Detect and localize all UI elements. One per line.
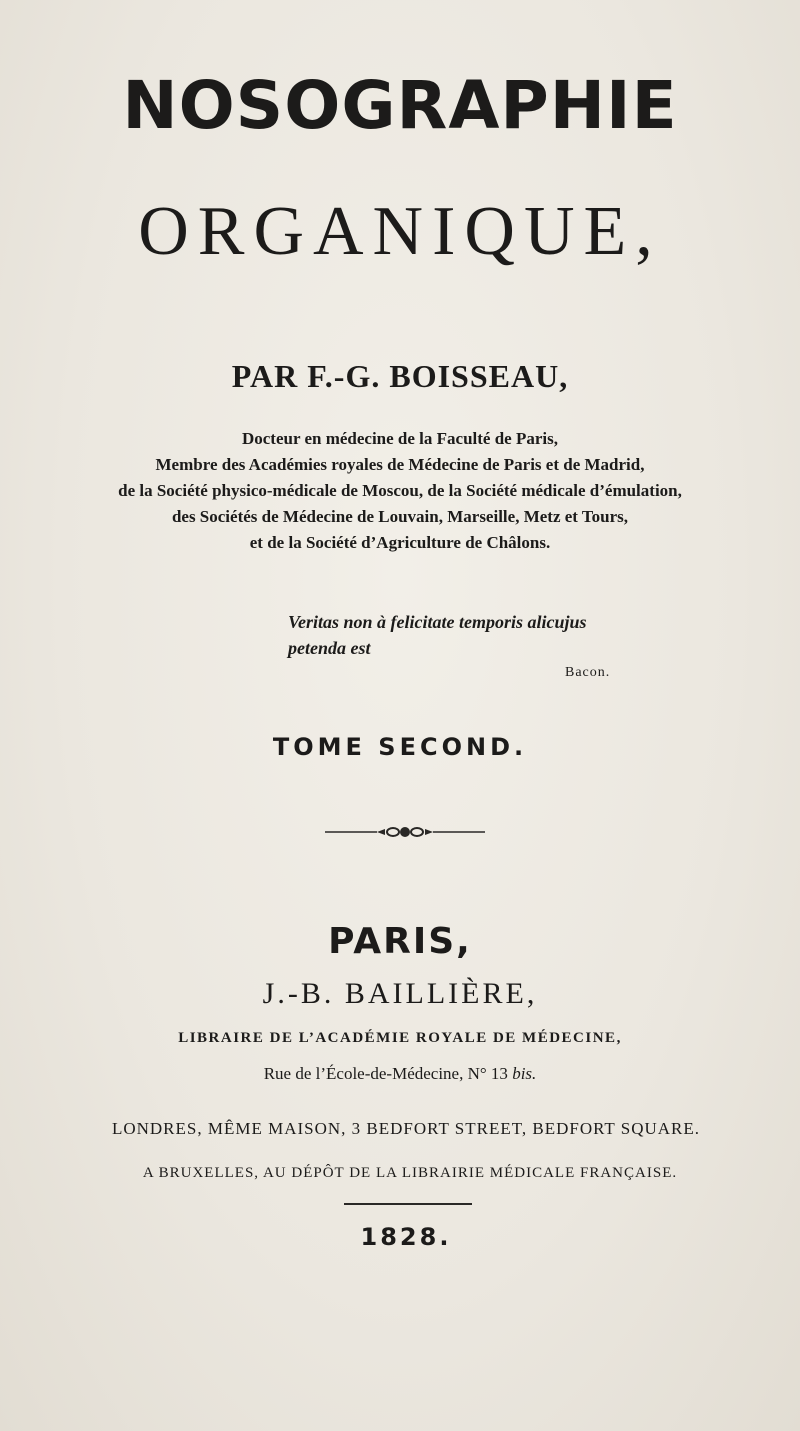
publisher-address	[0, 1063, 800, 1085]
epigraph-line-2: petenda est	[288, 638, 371, 658]
author-line: PAR F.-G. BOISSEAU,	[231, 358, 569, 394]
imprint-rule	[344, 1203, 472, 1205]
epigraph-author: Bacon.	[565, 665, 611, 680]
epigraph-line-1: Veritas non à felicitate temporis alicujus	[288, 612, 587, 632]
credential-line: de la Société physico-médicale de Moscou, de la Société médicale d’émulation,	[118, 481, 682, 500]
publisher-title: LIBRAIRE DE L’ACADÉMIE ROYALE DE MÉDECINE,	[178, 1030, 622, 1046]
address-main: Rue de l’École-de-Médecine, N° 13	[263, 1064, 513, 1083]
credential-line: Docteur en médecine de la Faculté de Paris,	[241, 429, 558, 448]
london-address: LONDRES, MÊME MAISON, 3 BEDFORT STREET, BEDFORT SQUARE.	[111, 1119, 701, 1138]
publisher-name: J.-B. BAILLIÈRE,	[262, 977, 538, 1010]
volume-label: TOME SECOND.	[272, 733, 528, 761]
credential-line: et de la Société d’Agriculture de Châlons.	[249, 533, 551, 552]
title-line-2: ORGANIQUE,	[138, 193, 662, 270]
credential-line: Membre des Académies royales de Médecine de Paris et de Madrid,	[155, 455, 645, 474]
publication-year: 1828.	[360, 1223, 452, 1251]
address-suffix: bis.	[512, 1064, 537, 1083]
imprint-city: PARIS,	[328, 921, 472, 962]
ornament-divider-icon	[325, 822, 485, 842]
brussels-address: A BRUXELLES, AU DÉPÔT DE LA LIBRAIRIE MÉDICALE FRANÇAISE.	[142, 1165, 678, 1181]
title-line-1: NOSOGRAPHIE	[122, 67, 678, 144]
credential-line: des Sociétés de Médecine de Louvain, Marseille, Metz et Tours,	[171, 507, 629, 526]
